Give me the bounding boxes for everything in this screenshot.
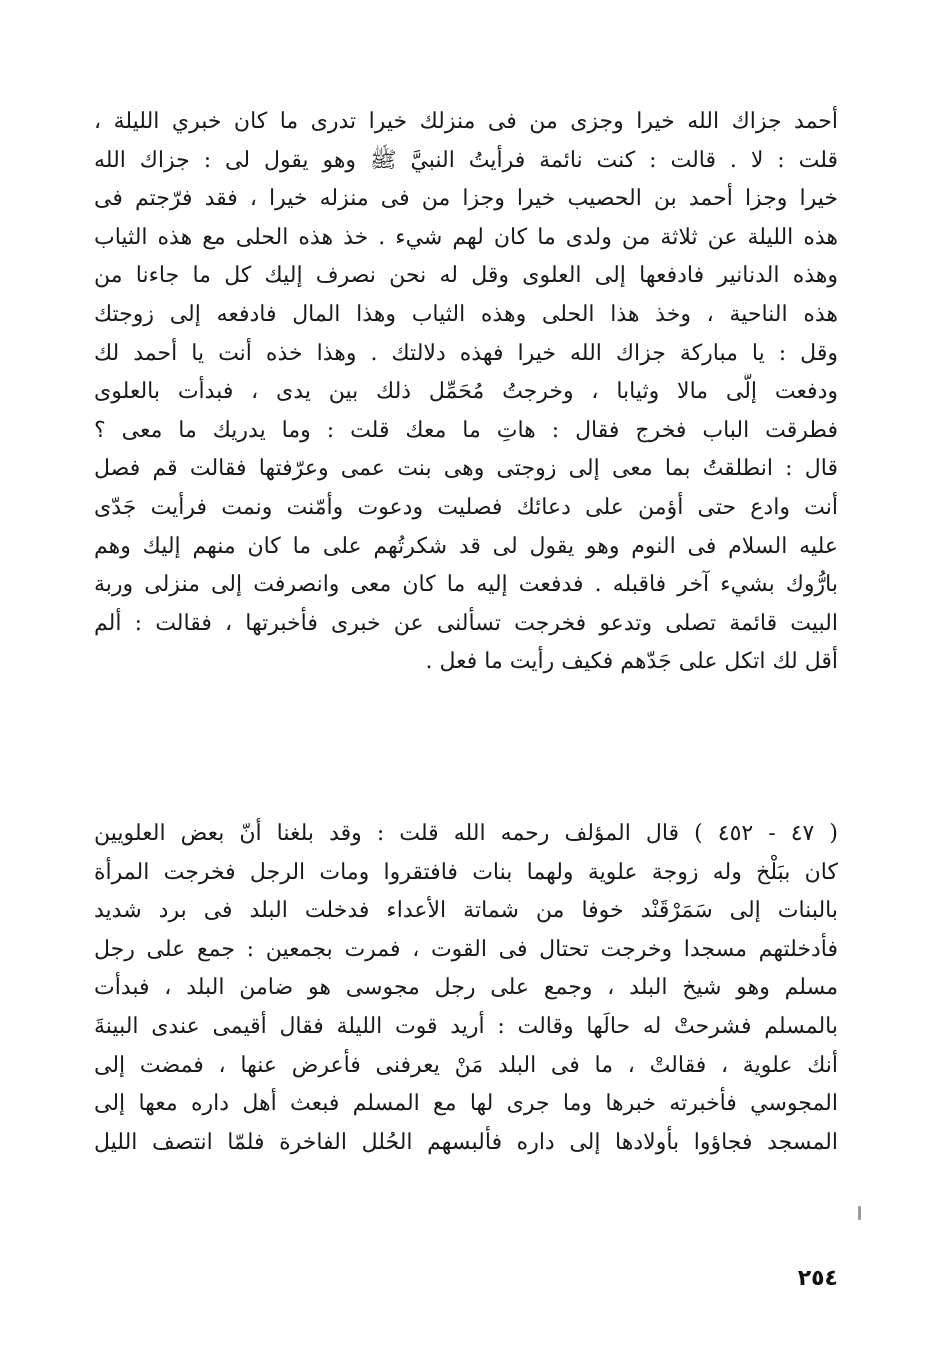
text-line: بارُّوك بشيء آخر فاقبله . فدفعت إليه ما كان معى وانصرفت إلى منزلى وربة: [94, 572, 838, 598]
text-line: ( ٤٧ - ٤٥٢ ) قال المؤلف رحمه الله قلت : وقد بلغنا أنّ بعض العلويين: [94, 821, 838, 846]
text-line: فأدخلتهم مسجدا وخرجت تحتال فى القوت ، فمرت بجمعين : جمع على رجل: [94, 936, 838, 962]
text-line: أنت وادع حتى أؤمن على دعائك فصليت ودعوت وأمّنت ونمت فرأيت جَدّى: [94, 494, 838, 520]
page-number: ٢٥٤: [797, 1266, 838, 1291]
text-line: قلت : لا . قالت : كنت نائمة فرأيتُ النبيَّ ﷺ وهو يقول لى : جزاك الله: [94, 147, 838, 173]
text-line: هذه الناحية ، وخذ هذا الحلى وهذه الثياب وهذا المال فادفعه إلى زوجتك: [94, 301, 838, 327]
text-line: المسجد فجاؤوا بأولادها إلى داره فألبسهم الحُلل الفاخرة فلمّا انتصف الليل: [94, 1129, 838, 1155]
text-line: كان ببَلْخ وله زوجة علوية ولهما بنات فافتقروا ومات الرجل فخرجت المرأة: [94, 859, 838, 885]
text-line: أقل لك اتكل على جَدّهم فكيف رأيت ما فعل .: [425, 649, 838, 675]
margin-mark: [858, 1206, 861, 1220]
text-line: وقل : يا مباركة جزاك الله خيرا فهذه دلالتك . وهذا خذه أنت يا أحمد لك: [94, 340, 838, 366]
text-line: فطرقت الباب فخرج فقال : هاتِ ما معك قلت : وما يدريك ما معى ؟: [94, 417, 838, 443]
text-line: هذه الليلة عن ثلاثة من ولدى ما كان لهم شيء . خذ هذه الحلى مع هذه الثياب: [94, 224, 838, 250]
text-line: بالمسلم فشرحتْ له حالَها وقالت : أريد قوت الليلة فقال أقيمى عندى البينةَ: [94, 1013, 838, 1039]
text-line: ودفعت إلَّى مالا وثيابا ، وخرجتُ مُحَمِّل ذلك بين يدى ، فبدأت بالعلوى: [94, 379, 838, 405]
paragraph-1: [94, 103, 838, 682]
text-line: وهذه الدنانير فادفعها إلى العلوى وقل له نحن نصرف إليك كل ما جاءنا من: [94, 263, 838, 289]
text-line: أحمد جزاك الله خيرا وجزى من فى منزلك خيرا تدرى ما كان خبري الليلة ،: [94, 109, 838, 134]
text-line: قال : انطلقتُ بما معى إلى زوجتى وهى بنت عمى وعرّفتها فقالت قم فصل: [94, 456, 838, 482]
text-line: مسلم وهو شيخ البلد ، وجمع على رجل مجوسى هو ضامن البلد ، فبدأت: [94, 975, 838, 1001]
text-line: أنك علوية ، فقالتْ ، ما فى البلد مَنْ يعرفنى فأعرض عنها ، فمضت إلى: [94, 1052, 838, 1078]
text-line: بالبنات إلى سَمَرْقَنْد خوفا من شماتة الأعداء فدخلت البلد فى برد شديد: [94, 898, 838, 924]
text-line: المجوسي فأخبرته خبرها وما جرى لها مع المسلم فبعث أهل داره معها إلى: [94, 1091, 838, 1117]
text-line: خيرا وجزا أحمد بن الحصيب خيرا وجزا من فى منزله خيرا ، فقد فرّجتم فى: [94, 186, 838, 212]
paragraph-2: [94, 815, 838, 1162]
text-line: البيت قائمة تصلى وتدعو فخرجت تسألنى عن خبرى فأخبرتها ، فقالت : ألم: [94, 610, 838, 636]
text-line: عليه السلام فى النوم وهو يقول لى قد شكرتُهم على ما كان منهم إليك وهم: [94, 533, 838, 559]
